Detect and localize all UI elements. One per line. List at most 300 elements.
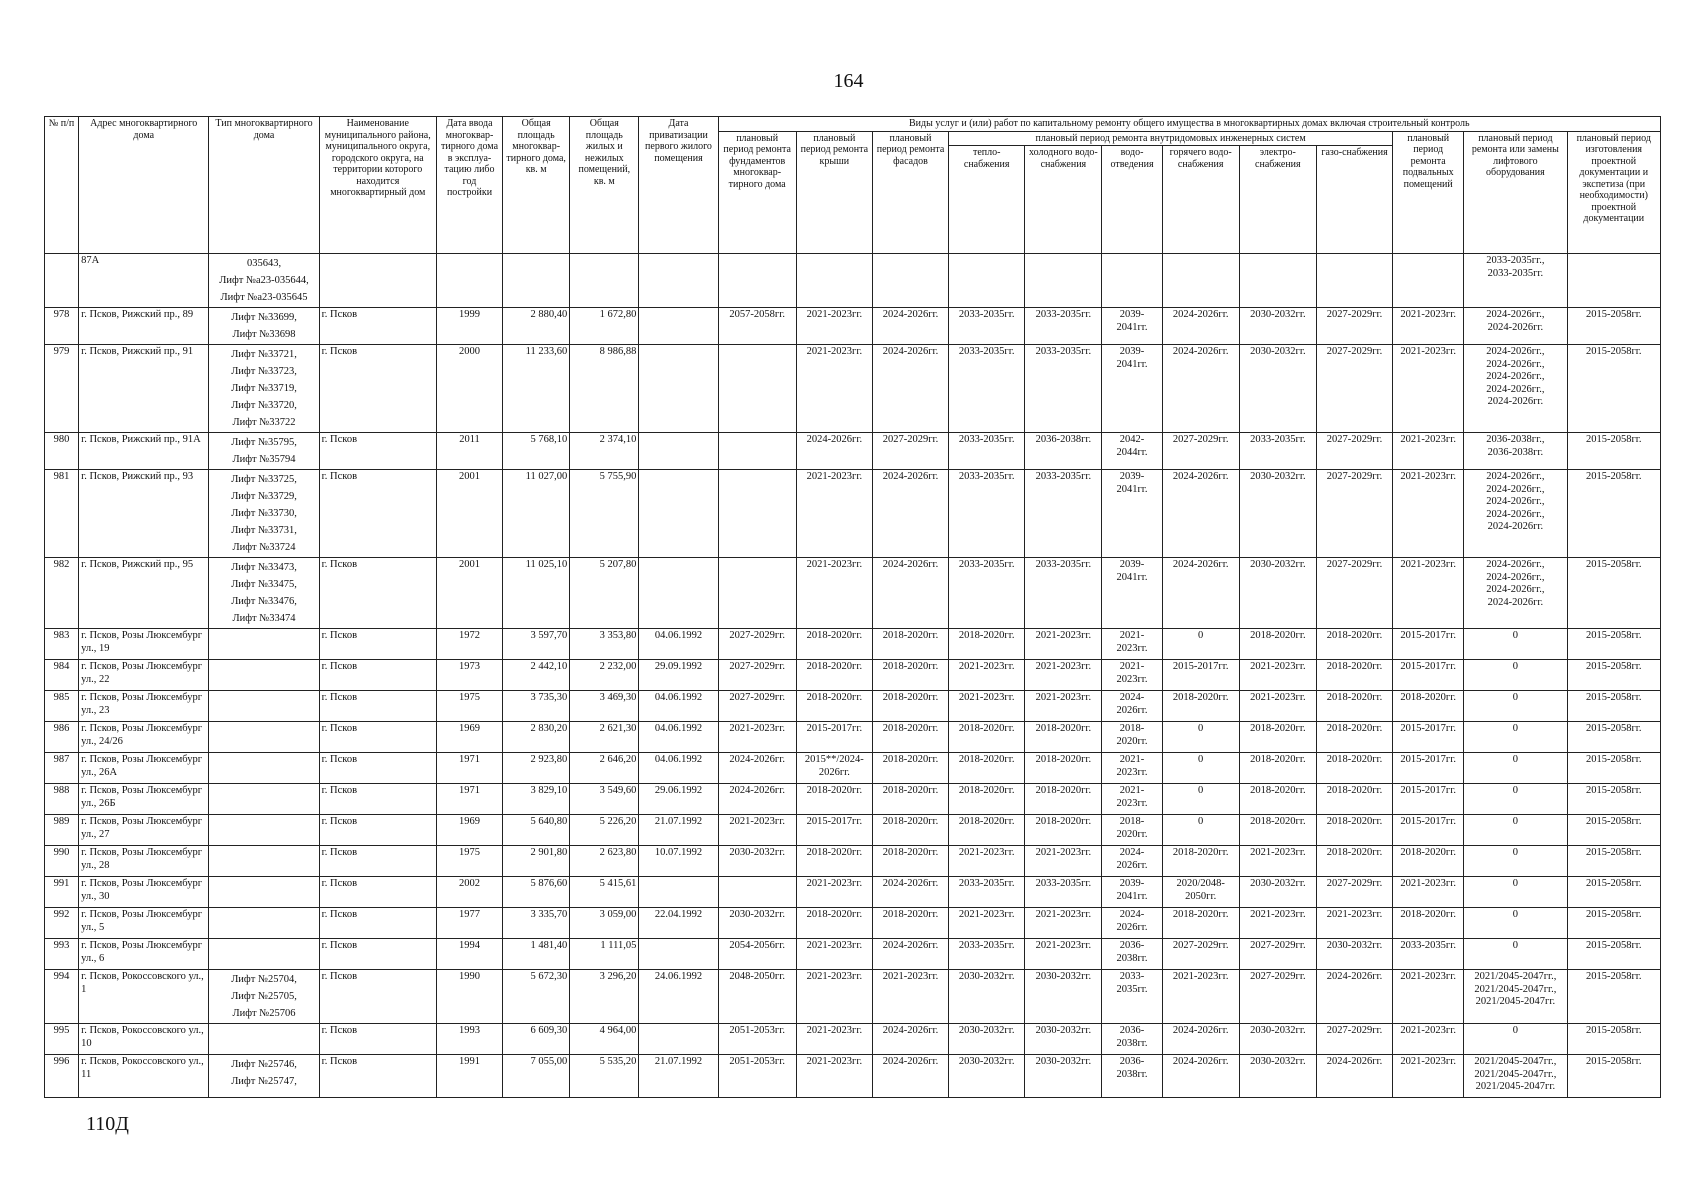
cell-roof: 2021-2023гг.	[796, 1055, 872, 1098]
cell-living-area: 3 059,00	[570, 908, 639, 939]
cell-design: 2015-2058гг.	[1567, 691, 1661, 722]
cell-heat: 2021-2023гг.	[949, 691, 1025, 722]
header-elevator: плановый период ремонта или замены лифтового оборудования	[1464, 131, 1567, 254]
cell-facade: 2018-2020гг.	[872, 722, 948, 753]
cell-basement: 2021-2023гг.	[1393, 558, 1464, 629]
elevator-id: Лифт №33474	[232, 613, 296, 624]
cell-foundation: 2027-2029гг.	[718, 691, 796, 722]
cell-total-area: 2 442,10	[503, 660, 570, 691]
cell-electro	[1239, 254, 1316, 308]
elevator-id: Лифт №33725,	[231, 474, 297, 485]
cell-basement: 2021-2023гг.	[1393, 1024, 1464, 1055]
elevator-period: 2021/2045-2047гг.,	[1474, 971, 1557, 982]
cell-num: 988	[45, 784, 79, 815]
cell-roof: 2021-2023гг.	[796, 308, 872, 345]
cell-hot-water: 2024-2026гг.	[1162, 1055, 1239, 1098]
cell-cold-water: 2030-2032гг.	[1025, 1024, 1102, 1055]
cell-cold-water: 2018-2020гг.	[1025, 815, 1102, 846]
cell-electro: 2018-2020гг.	[1239, 722, 1316, 753]
table-row	[45, 1055, 1661, 1098]
cell-roof: 2021-2023гг.	[796, 558, 872, 629]
cell-basement: 2021-2023гг.	[1393, 877, 1464, 908]
cell-num: 995	[45, 1024, 79, 1055]
cell-facade: 2018-2020гг.	[872, 660, 948, 691]
table-header	[45, 117, 1661, 254]
cell-privatization	[639, 308, 718, 345]
cell-elevator	[1464, 308, 1567, 345]
elevator-period: 0	[1512, 878, 1518, 889]
elevator-id: Лифт №33719,	[231, 383, 297, 394]
cell-address: г. Псков, Рижский пр., 91	[79, 345, 209, 433]
cell-facade: 2024-2026гг.	[872, 558, 948, 629]
cell-num: 986	[45, 722, 79, 753]
cell-address: г. Псков, Рижский пр., 93	[79, 470, 209, 558]
cell-hot-water: 2024-2026гг.	[1162, 558, 1239, 629]
cell-sewer: 2033-2035гг.	[1102, 970, 1162, 1024]
cell-elevator	[1464, 1024, 1567, 1055]
cell-num: 996	[45, 1055, 79, 1098]
cell-type	[209, 970, 319, 1024]
cell-hot-water: 0	[1162, 784, 1239, 815]
cell-sewer: 2039-2041гг.	[1102, 308, 1162, 345]
cell-heat: 2021-2023гг.	[949, 846, 1025, 877]
cell-foundation	[718, 254, 796, 308]
header-works-group: Виды услуг и (или) работ по капитальному ремонту общего имущества в многоквартирных домах включая строительный контроль	[718, 117, 1660, 132]
cell-elevator	[1464, 846, 1567, 877]
cell-cold-water: 2021-2023гг.	[1025, 939, 1102, 970]
cell-elevator	[1464, 691, 1567, 722]
cell-district: г. Псков	[319, 629, 436, 660]
cell-heat: 2021-2023гг.	[949, 908, 1025, 939]
elevator-id: Лифт №33720,	[231, 400, 297, 411]
elevator-id: Лифт №33476,	[231, 596, 297, 607]
table-row	[45, 660, 1661, 691]
header-heat: тепло-снабжения	[949, 146, 1025, 254]
cell-address: г. Псков, Рокоссовского ул., 11	[79, 1055, 209, 1098]
header-facade: плановый период ремонта фасадов	[872, 131, 948, 254]
cell-facade: 2018-2020гг.	[872, 753, 948, 784]
table-row	[45, 908, 1661, 939]
elevator-period: 0	[1512, 630, 1518, 641]
cell-privatization: 04.06.1992	[639, 753, 718, 784]
elevator-id: Лифт №33729,	[231, 491, 297, 502]
cell-living-area: 5 226,20	[570, 815, 639, 846]
cell-heat: 2033-2035гг.	[949, 470, 1025, 558]
cell-type	[209, 939, 319, 970]
table-row	[45, 784, 1661, 815]
cell-cold-water	[1025, 254, 1102, 308]
cell-gas: 2030-2032гг.	[1316, 939, 1392, 970]
cell-roof: 2018-2020гг.	[796, 660, 872, 691]
cell-electro: 2018-2020гг.	[1239, 784, 1316, 815]
cell-foundation: 2054-2056гг.	[718, 939, 796, 970]
cell-num: 981	[45, 470, 79, 558]
cell-year: 2001	[436, 558, 502, 629]
cell-heat: 2030-2032гг.	[949, 970, 1025, 1024]
cell-design: 2015-2058гг.	[1567, 784, 1661, 815]
cell-design: 2015-2058гг.	[1567, 1024, 1661, 1055]
cell-gas: 2018-2020гг.	[1316, 660, 1392, 691]
cell-privatization	[639, 1024, 718, 1055]
cell-hot-water: 2027-2029гг.	[1162, 939, 1239, 970]
cell-sewer: 2036-2038гг.	[1102, 939, 1162, 970]
elevator-id: Лифт №25705,	[231, 991, 297, 1002]
cell-facade: 2018-2020гг.	[872, 815, 948, 846]
cell-hot-water: 0	[1162, 815, 1239, 846]
cell-privatization	[639, 558, 718, 629]
elevator-period: 2033-2035гг.	[1487, 267, 1544, 279]
cell-total-area: 5 640,80	[503, 815, 570, 846]
elevator-id: Лифт №33473,	[231, 562, 297, 573]
cell-address: г. Псков, Рижский пр., 89	[79, 308, 209, 345]
cell-gas: 2024-2026гг.	[1316, 970, 1392, 1024]
elevator-period: 0	[1512, 692, 1518, 703]
cell-basement: 2021-2023гг.	[1393, 433, 1464, 470]
cell-year: 1993	[436, 1024, 502, 1055]
cell-electro: 2021-2023гг.	[1239, 846, 1316, 877]
elevator-id: Лифт №33475,	[231, 579, 297, 590]
cell-year: 1991	[436, 1055, 502, 1098]
cell-heat: 2018-2020гг.	[949, 815, 1025, 846]
cell-design: 2015-2058гг.	[1567, 433, 1661, 470]
cell-heat	[949, 254, 1025, 308]
cell-total-area: 7 055,00	[503, 1055, 570, 1098]
header-design: плановый период изготовления проектной документации и экспетиза (при необходимости) проектной документации	[1567, 131, 1661, 254]
table-row	[45, 433, 1661, 470]
cell-num: 978	[45, 308, 79, 345]
table-row	[45, 970, 1661, 1024]
cell-roof: 2018-2020гг.	[796, 908, 872, 939]
elevator-period: 2024-2026гг.,	[1486, 309, 1545, 320]
cell-num: 984	[45, 660, 79, 691]
cell-facade: 2018-2020гг.	[872, 908, 948, 939]
cell-privatization: 21.07.1992	[639, 815, 718, 846]
cell-district: г. Псков	[319, 939, 436, 970]
header-commission-date: Дата ввода многоквар-тирного дома в эксплуа-тацию либо год постройки	[436, 117, 502, 254]
cell-year: 1977	[436, 908, 502, 939]
cell-total-area: 5 768,10	[503, 433, 570, 470]
cell-type	[209, 846, 319, 877]
cell-num: 982	[45, 558, 79, 629]
cell-roof: 2018-2020гг.	[796, 691, 872, 722]
cell-basement: 2021-2023гг.	[1393, 1055, 1464, 1098]
cell-privatization: 04.06.1992	[639, 691, 718, 722]
cell-foundation: 2030-2032гг.	[718, 846, 796, 877]
cell-electro: 2021-2023гг.	[1239, 908, 1316, 939]
elevator-id: Лифт №33724	[232, 542, 296, 553]
header-living-area: Общая площадь жилых и нежилых помещений, кв. м	[570, 117, 639, 254]
elevator-period: 0	[1512, 661, 1518, 672]
cell-address: г. Псков, Розы Люксембург ул., 5	[79, 908, 209, 939]
cell-type	[209, 1024, 319, 1055]
cell-design: 2015-2058гг.	[1567, 939, 1661, 970]
cell-cold-water: 2018-2020гг.	[1025, 753, 1102, 784]
header-sewer: водо-отведения	[1102, 146, 1162, 254]
cell-electro: 2030-2032гг.	[1239, 1024, 1316, 1055]
cell-sewer: 2024-2026гг.	[1102, 908, 1162, 939]
cell-district: г. Псков	[319, 877, 436, 908]
cell-privatization	[639, 939, 718, 970]
cell-year: 1990	[436, 970, 502, 1024]
elevator-period: 2024-2026гг.,	[1486, 496, 1545, 507]
elevator-period: 2024-2026гг.	[1487, 596, 1544, 608]
elevator-period: 2036-2038гг.,	[1486, 434, 1545, 445]
cell-cold-water: 2036-2038гг.	[1025, 433, 1102, 470]
cell-district: г. Псков	[319, 908, 436, 939]
elevator-period: 2024-2026гг.	[1487, 321, 1544, 333]
cell-facade: 2018-2020гг.	[872, 846, 948, 877]
cell-privatization: 29.09.1992	[639, 660, 718, 691]
header-address: Адрес многоквартирного дома	[79, 117, 209, 254]
header-privatization-date: Дата приватизации первого жилого помещения	[639, 117, 718, 254]
cell-hot-water: 0	[1162, 722, 1239, 753]
cell-total-area: 2 830,20	[503, 722, 570, 753]
cell-heat: 2030-2032гг.	[949, 1055, 1025, 1098]
elevator-id: Лифт №33698	[232, 329, 296, 340]
cell-design: 2015-2058гг.	[1567, 308, 1661, 345]
cell-elevator	[1464, 660, 1567, 691]
cell-elevator	[1464, 784, 1567, 815]
cell-district	[319, 254, 436, 308]
table-row	[45, 1024, 1661, 1055]
cell-foundation	[718, 470, 796, 558]
elevator-period: 0	[1512, 754, 1518, 765]
cell-sewer: 2024-2026гг.	[1102, 691, 1162, 722]
cell-num: 979	[45, 345, 79, 433]
cell-address: г. Псков, Розы Люксембург ул., 23	[79, 691, 209, 722]
cell-district: г. Псков	[319, 753, 436, 784]
cell-living-area: 1 111,05	[570, 939, 639, 970]
cell-year: 1969	[436, 815, 502, 846]
cell-privatization	[639, 877, 718, 908]
cell-gas: 2027-2029гг.	[1316, 345, 1392, 433]
cell-sewer: 2021-2023гг.	[1102, 753, 1162, 784]
cell-district: г. Псков	[319, 846, 436, 877]
cell-foundation: 2048-2050гг.	[718, 970, 796, 1024]
cell-elevator	[1464, 815, 1567, 846]
cell-sewer: 2039-2041гг.	[1102, 558, 1162, 629]
cell-address: г. Псков, Розы Люксембург ул., 22	[79, 660, 209, 691]
cell-basement: 2015-2017гг.	[1393, 815, 1464, 846]
cell-heat: 2018-2020гг.	[949, 753, 1025, 784]
cell-roof: 2021-2023гг.	[796, 939, 872, 970]
cell-type	[209, 877, 319, 908]
cell-address: г. Псков, Розы Люксембург ул., 24/26	[79, 722, 209, 753]
cell-num: 987	[45, 753, 79, 784]
cell-elevator	[1464, 908, 1567, 939]
cell-privatization: 04.06.1992	[639, 722, 718, 753]
cell-foundation	[718, 345, 796, 433]
cell-district: г. Псков	[319, 660, 436, 691]
cell-heat: 2033-2035гг.	[949, 433, 1025, 470]
cell-type	[209, 815, 319, 846]
cell-year: 2000	[436, 345, 502, 433]
elevator-id: Лифт №33699,	[231, 312, 297, 323]
elevator-id: Лифт №25704,	[231, 974, 297, 985]
cell-foundation	[718, 877, 796, 908]
header-systems-group: плановый период ремонта внутридомовых инженерных систем	[949, 131, 1393, 146]
cell-living-area: 5 415,61	[570, 877, 639, 908]
cell-foundation: 2057-2058гг.	[718, 308, 796, 345]
cell-hot-water: 2024-2026гг.	[1162, 345, 1239, 433]
cell-elevator	[1464, 433, 1567, 470]
table-row	[45, 877, 1661, 908]
cell-basement: 2018-2020гг.	[1393, 691, 1464, 722]
cell-living-area: 2 374,10	[570, 433, 639, 470]
cell-type	[209, 722, 319, 753]
cell-basement: 2018-2020гг.	[1393, 908, 1464, 939]
cell-roof: 2021-2023гг.	[796, 470, 872, 558]
cell-hot-water	[1162, 254, 1239, 308]
header-roof: плановый период ремонта крыши	[796, 131, 872, 254]
cell-num: 990	[45, 846, 79, 877]
cell-privatization: 10.07.1992	[639, 846, 718, 877]
cell-hot-water: 2018-2020гг.	[1162, 908, 1239, 939]
cell-hot-water: 0	[1162, 629, 1239, 660]
elevator-period: 2024-2026гг.,	[1486, 383, 1545, 395]
cell-total-area: 2 901,80	[503, 846, 570, 877]
cell-living-area: 4 964,00	[570, 1024, 639, 1055]
cell-design	[1567, 254, 1661, 308]
cell-sewer: 2024-2026гг.	[1102, 846, 1162, 877]
cell-hot-water: 2024-2026гг.	[1162, 470, 1239, 558]
cell-cold-water: 2018-2020гг.	[1025, 722, 1102, 753]
elevator-period: 0	[1512, 940, 1518, 951]
cell-type	[209, 629, 319, 660]
cell-electro: 2021-2023гг.	[1239, 660, 1316, 691]
cell-cold-water: 2033-2035гг.	[1025, 558, 1102, 629]
cell-basement: 2021-2023гг.	[1393, 470, 1464, 558]
cell-cold-water: 2030-2032гг.	[1025, 970, 1102, 1024]
elevator-period: 0	[1512, 785, 1518, 796]
cell-living-area: 3 549,60	[570, 784, 639, 815]
cell-living-area: 1 672,80	[570, 308, 639, 345]
cell-electro: 2030-2032гг.	[1239, 877, 1316, 908]
table-row	[45, 939, 1661, 970]
cell-facade: 2027-2029гг.	[872, 433, 948, 470]
cell-privatization: 29.06.1992	[639, 784, 718, 815]
cell-type	[209, 1055, 319, 1098]
cell-hot-water: 2018-2020гг.	[1162, 691, 1239, 722]
cell-living-area: 8 986,88	[570, 345, 639, 433]
cell-address: г. Псков, Розы Люксембург ул., 26Б	[79, 784, 209, 815]
cell-foundation: 2030-2032гг.	[718, 908, 796, 939]
elevator-period: 2024-2026гг.,	[1486, 471, 1545, 482]
cell-basement: 2015-2017гг.	[1393, 784, 1464, 815]
cell-address: г. Псков, Розы Люксембург ул., 19	[79, 629, 209, 660]
cell-foundation: 2024-2026гг.	[718, 753, 796, 784]
elevator-id: 035643,	[246, 258, 282, 269]
cell-facade: 2024-2026гг.	[872, 1024, 948, 1055]
cell-gas: 2024-2026гг.	[1316, 1055, 1392, 1098]
cell-facade: 2018-2020гг.	[872, 784, 948, 815]
cell-total-area: 11 025,10	[503, 558, 570, 629]
cell-heat: 2033-2035гг.	[949, 939, 1025, 970]
cell-district: г. Псков	[319, 970, 436, 1024]
elevator-period: 0	[1512, 723, 1518, 734]
cell-year: 1972	[436, 629, 502, 660]
header-basement: плановый период ремонта подвальных помещений	[1393, 131, 1464, 254]
cell-privatization: 24.06.1992	[639, 970, 718, 1024]
cell-design: 2015-2058гг.	[1567, 1055, 1661, 1098]
cell-gas: 2018-2020гг.	[1316, 815, 1392, 846]
cell-living-area: 3 469,30	[570, 691, 639, 722]
cell-total-area: 11 233,60	[503, 345, 570, 433]
cell-facade: 2024-2026гг.	[872, 877, 948, 908]
cell-basement: 2021-2023гг.	[1393, 308, 1464, 345]
cell-facade: 2018-2020гг.	[872, 629, 948, 660]
cell-type	[209, 345, 319, 433]
cell-electro: 2030-2032гг.	[1239, 558, 1316, 629]
cell-roof: 2018-2020гг.	[796, 629, 872, 660]
cell-design: 2015-2058гг.	[1567, 345, 1661, 433]
cell-gas: 2027-2029гг.	[1316, 558, 1392, 629]
cell-foundation: 2027-2029гг.	[718, 660, 796, 691]
cell-type	[209, 308, 319, 345]
table-row	[45, 558, 1661, 629]
cell-type	[209, 558, 319, 629]
elevator-period: 0	[1512, 1025, 1518, 1036]
cell-electro: 2030-2032гг.	[1239, 345, 1316, 433]
cell-facade: 2018-2020гг.	[872, 691, 948, 722]
cell-hot-water: 2024-2026гг.	[1162, 1024, 1239, 1055]
elevator-id: Лифт №а23-035644,	[219, 275, 309, 286]
elevator-period: 2021/2045-2047гг.	[1475, 1081, 1556, 1092]
elevator-id: Лифт №25746,	[231, 1059, 297, 1070]
table-row	[45, 308, 1661, 345]
elevator-period: 2024-2026гг.,	[1486, 571, 1545, 583]
cell-district: г. Псков	[319, 433, 436, 470]
cell-num: 993	[45, 939, 79, 970]
cell-sewer: 2039-2041гг.	[1102, 345, 1162, 433]
cell-district: г. Псков	[319, 691, 436, 722]
cell-district: г. Псков	[319, 308, 436, 345]
cell-gas	[1316, 254, 1392, 308]
elevator-id: Лифт №33730,	[231, 508, 297, 519]
cell-gas: 2018-2020гг.	[1316, 629, 1392, 660]
cell-gas: 2027-2029гг.	[1316, 433, 1392, 470]
cell-sewer: 2021-2023гг.	[1102, 660, 1162, 691]
cell-living-area: 5 755,90	[570, 470, 639, 558]
cell-num: 983	[45, 629, 79, 660]
cell-district: г. Псков	[319, 1055, 436, 1098]
table-row	[45, 815, 1661, 846]
cell-district: г. Псков	[319, 558, 436, 629]
cell-district: г. Псков	[319, 345, 436, 433]
cell-elevator	[1464, 558, 1567, 629]
cell-cold-water: 2018-2020гг.	[1025, 784, 1102, 815]
cell-gas: 2027-2029гг.	[1316, 308, 1392, 345]
cell-total-area: 6 609,30	[503, 1024, 570, 1055]
cell-total-area: 3 597,70	[503, 629, 570, 660]
cell-living-area: 3 296,20	[570, 970, 639, 1024]
cell-district: г. Псков	[319, 470, 436, 558]
cell-basement: 2015-2017гг.	[1393, 629, 1464, 660]
cell-foundation: 2021-2023гг.	[718, 815, 796, 846]
cell-design: 2015-2058гг.	[1567, 629, 1661, 660]
cell-roof	[796, 254, 872, 308]
elevator-period: 2024-2026гг.,	[1486, 559, 1545, 570]
cell-cold-water: 2021-2023гг.	[1025, 908, 1102, 939]
cell-total-area: 11 027,00	[503, 470, 570, 558]
cell-address: г. Псков, Рижский пр., 91А	[79, 433, 209, 470]
cell-facade: 2024-2026гг.	[872, 308, 948, 345]
cell-privatization: 22.04.1992	[639, 908, 718, 939]
cell-year: 1975	[436, 846, 502, 877]
cell-cold-water: 2021-2023гг.	[1025, 629, 1102, 660]
cell-electro: 2021-2023гг.	[1239, 691, 1316, 722]
footer-code: 110Д	[86, 1113, 129, 1135]
